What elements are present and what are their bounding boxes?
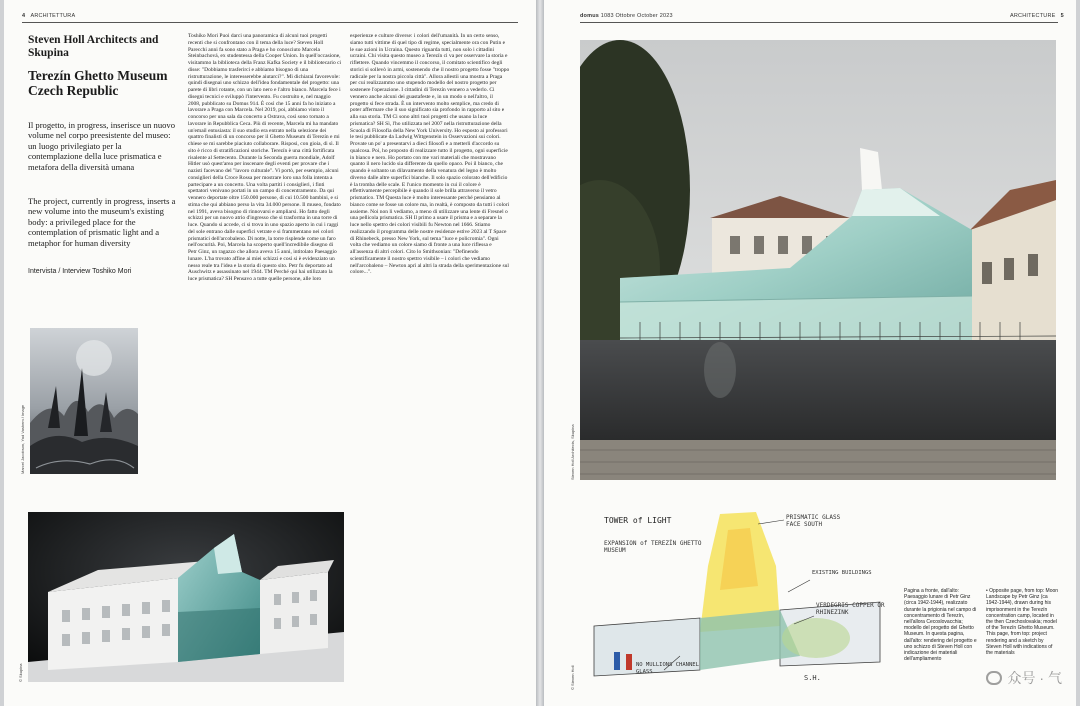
project-name [28, 68, 178, 98]
interview-column-1: Toshiko Mori Puoi darci una panoramica di alcuni tuoi progetti recenti che si confrontano con il tema della luce? Steven Holl Parecchi anni fa sono stato a Praga e ho conosciuto Marcela Steinbachová, ex studentessa della Cooper Union. In quell'occasione, visitammo la biblioteca della Franz Kafka Society e il bibliotecario ci disse: "Dobbiamo trasferirci e abbiamo bisogno di una ristrutturazione, le interesserebbe aiutarci?". Mi dichiarai favorevole: quindi disegnai uno schizzo dell'idea fondamentale del progetto: una parete di libri rotante, con un lato nero e l'altro bianco. Marcela fece i disegni tecnici e sviluppò l'intervento. Fu costruito e, nel maggio 2008, pubblicato su Domus 914. È così che 15 anni fa ho iniziato a lavorare a Praga con Marcela. Nel 2019, poi, abbiamo vinto il concorso per una sala da concerto a Ostrava, così sono tornato a lavorare in Repubblica Ceca. Più di recente, Marcela mi ha mandato un'email entusiasta: il suo studio era entrato nella selezione dei quattro finalisti di un concorso per il Ghetto Museum di Terezín e mi chiese se mi sarebbe piaciuto collaborare. Risposi, con gioia, di sì. Il sito è ricco di stratificazioni storiche. Terezín è una città fortificata risalente al Settecento. Durante la Seconda guerra mondiale, Adolf Hitler usò quest'area per inscenare degli eventi per provare che i nazisti facevano del "lavoro culturale". Vi portò, per esempio, alcuni consiglieri della Croce Rossa per mostrare loro una folla intenta a partecipare a un concerto. Una volta partiti i consiglieri, i finti spettatori venivano portati in un campo di concentramento. Da qui vennero deportate oltre 150.000 persone, di cui 10.500 bambini, e si stima che qui abbiano perso la vita 34.000 persone. Il museo, fondato nel 1991, aveva bisogno di rinnovarsi e ampliarsi. Ho fatto degli schizzi per un nuovo atrio d'ingresso che si trasforma in una torre di luce. Quando si accede, ci si trova in uno spazio aperto in cui i raggi del sole entrano dalle superfici vetrate e si frammentano nei colori prismatici dell'arcobaleno. Di notte, la torre risplende come un faro nell'oscurità. Poi, Marcela ha scoperto quell'incredibile disegno di Petr Ginz, un ragazzo che allora aveva 15 anni, intitolato Paesaggio lunare. L'ha trovato affine ai miei schizzi e così si è evidenziato un nesso reale tra l'idea e la storia di questo sito. Petr fu deportato ad Auschwitz e assassinato nel 1944. TM Perché qui hai utilizzato la luce prismatica? SH Pensavo a tutte quelle persone, alle loro [188, 33, 342, 282]
sketch-signature: S.H. [804, 674, 821, 682]
sketch-label-channel: NO MULLIONS CHANNEL GLASS [636, 662, 699, 675]
issue-date: 1083 Ottobre October 2023 [600, 13, 673, 19]
sketch-label-existing: EXISTING BUILDINGS [812, 570, 872, 576]
right-folio-number: 5 [1060, 13, 1064, 19]
article-title [28, 34, 178, 98]
left-page [4, 0, 536, 706]
magazine-name: domus [580, 13, 600, 19]
left-folio [22, 13, 75, 19]
spread-gutter [536, 0, 544, 706]
architect-name: Steven Holl Architects and Skupina [28, 34, 159, 59]
project-name-line2: Czech Republic [28, 83, 119, 98]
model-photo-credit: © Skupina [18, 663, 23, 682]
left-folio-number: 4 [22, 13, 26, 19]
museum-model-photo [28, 512, 344, 682]
sketch-label-expansion: EXPANSION of TEREZÍN GHETTO MUSEUM [604, 540, 702, 554]
sketch-credit: © Steven Holl [570, 665, 575, 690]
watermark [986, 668, 1062, 688]
right-folio-section: ARCHITECTURE [1010, 13, 1056, 19]
caption-english: • Opposite page, from top: Moon Landscape by Petr Ginz (ca 1942-1944), drawn during his imprisonment in the Terezín concentration camp, located in the then Czechoslovakia; model of the Terezín Ghetto Museum. This page, from top: project rendering and a sketch by Steven Holl with indications of the materials [986, 588, 1059, 657]
moon-landscape-illustration [30, 328, 138, 474]
rendering-credit: Steven Holl Architects, Skupina [570, 424, 575, 480]
left-folio-section: ARCHITETTURA [30, 13, 76, 19]
steven-holl-sketch [580, 506, 896, 690]
interview-column-2: esperienze e culture diverse: i colori dell'umanità. In un certo senso, siamo tutti vittime di quel tipo di regime, specialmente ora con Putin e le sue azioni in Ucraina. Questo riguarda tutti, non solo i cittadini ucraini. Chi visita questo museo a Terezín ci va per osservare la storia e riflettere. Quando vincemmo il concorso, il comitato scientifico degli storici si sollevò in armi, sostenendo che il nostro progetto fosse "troppo radicale per la nostra piccola città". Allora allestii una mostra a Praga per cui realizzammo uno stupendo modello del nostro progetto per sostenere l'operazione. I cittadini di Terezín vennero a vederlo. Ci vennero anche alcuni dei guastafeste e, in un modo o nell'altro, il progetto si fece strada. È un intervento molto semplice, ma credo di poter affermare che il suo significato sia profondo in rapporto al sito e alla sua storia. TM Ci sono altri tuoi progetti che usano la luce prismatica? SH Sì, l'ho utilizzata nel 2007 nella ristrutturazione della Scuola di Filosofia della New York University. Ho esposto ai professori le tesi pubblicate da Ludwig Wittgenstein in Osservazioni sui colori. Provate un po' a presentarvi a dieci filosofi e a metterli d'accordo su qualcosa. Poi, ho proposto di realizzare tutto il progetto, ogni superficie in bianco e nero. Ho portato con me vari materiali che mostravano quanto il nero lucido sia differente da quello opaco. Poi il bianco, che quando è soltanto un dilavamento della venatura del legno è molto diverso dalle altre superfici bianche. Il solo spazio colorato dell'edificio è la tromba delle scale. E l'unico momento in cui il colore è effettivamente percepibile è quando il sole brilla attraverso il vetro prismatico. TM Questa luce è molto interessante perché pensiamo al bianco come se fosse un colore ma, in realtà, è composto da tutti i colori assieme. Noi non li vediamo, a meno di utilizzare una lente di Fresnel o una pellicola prismatica. SH Il primo a usare il prisma e a separare la luce nello spettro dei colori visibili fu Newton nel 1666. Stiamo realizzando il programma delle nostre residenze estive 2023 al T Space di Rhinebeck, presso New York, sul tema "luce e policromia". Ogni volta che vediamo un colore siamo di fronte a una luce riflessa e all'assenza di altri colori. Cito lo Smithsonian: "Definendo scientificamente il nostro spettro visibile – i colori che vediamo nell'arcobaleno – Newton aprì al altri la strada della sperimentazione sul colore...". [350, 33, 510, 276]
right-page [544, 0, 1076, 706]
sketch-label-verdegris: VERDEGRIS COPPER OR RHINEZINK [816, 602, 885, 616]
lede-italian: Il progetto, in progress, inserisce un nuovo volume nel corpo preesistente del museo: un luogo privilegiato per la contemplazione della luce prismatica e metafora della diversità umana [28, 120, 176, 172]
right-folio-issue [580, 13, 673, 19]
caption-italian: Pagina a fronte, dall'alto: Paesaggio lunare di Petr Ginz (circa 1942-1944), realizzato durante la prigionia nel campo di concentramento di Terezín, nell'allora Cecoslovacchia; modello del progetto del Ghetto Museum. In questa pagina, dall'alto: rendering del progetto e uno schizzo di Steven Holl con indicazione dei materiali dell'ampliamento [904, 588, 977, 663]
watermark-text: 众号 · 气 [1007, 670, 1062, 686]
interview-byline: Intervista / Interview Toshiko Mori [28, 268, 132, 275]
watermark-icon [986, 671, 1002, 685]
sketch-label-prismatic: PRISMATIC GLASS FACE SOUTH [786, 514, 841, 528]
left-header-rule [22, 22, 518, 23]
illustration-credit: Marcel Jacobson, Yad Vashem / Image [20, 404, 25, 474]
right-folio [1010, 13, 1064, 19]
museum-rendering [580, 40, 1056, 480]
lede-english: The project, currently in progress, inserts a new volume into the museum's existing body: a privileged place for the contemplation of prismatic light and a metaphor for human diversity [28, 196, 176, 248]
project-name-line1: Terezín Ghetto Museum [28, 68, 168, 83]
right-header-rule [580, 22, 1058, 23]
sketch-label-tower: TOWER of LIGHT [604, 516, 672, 525]
